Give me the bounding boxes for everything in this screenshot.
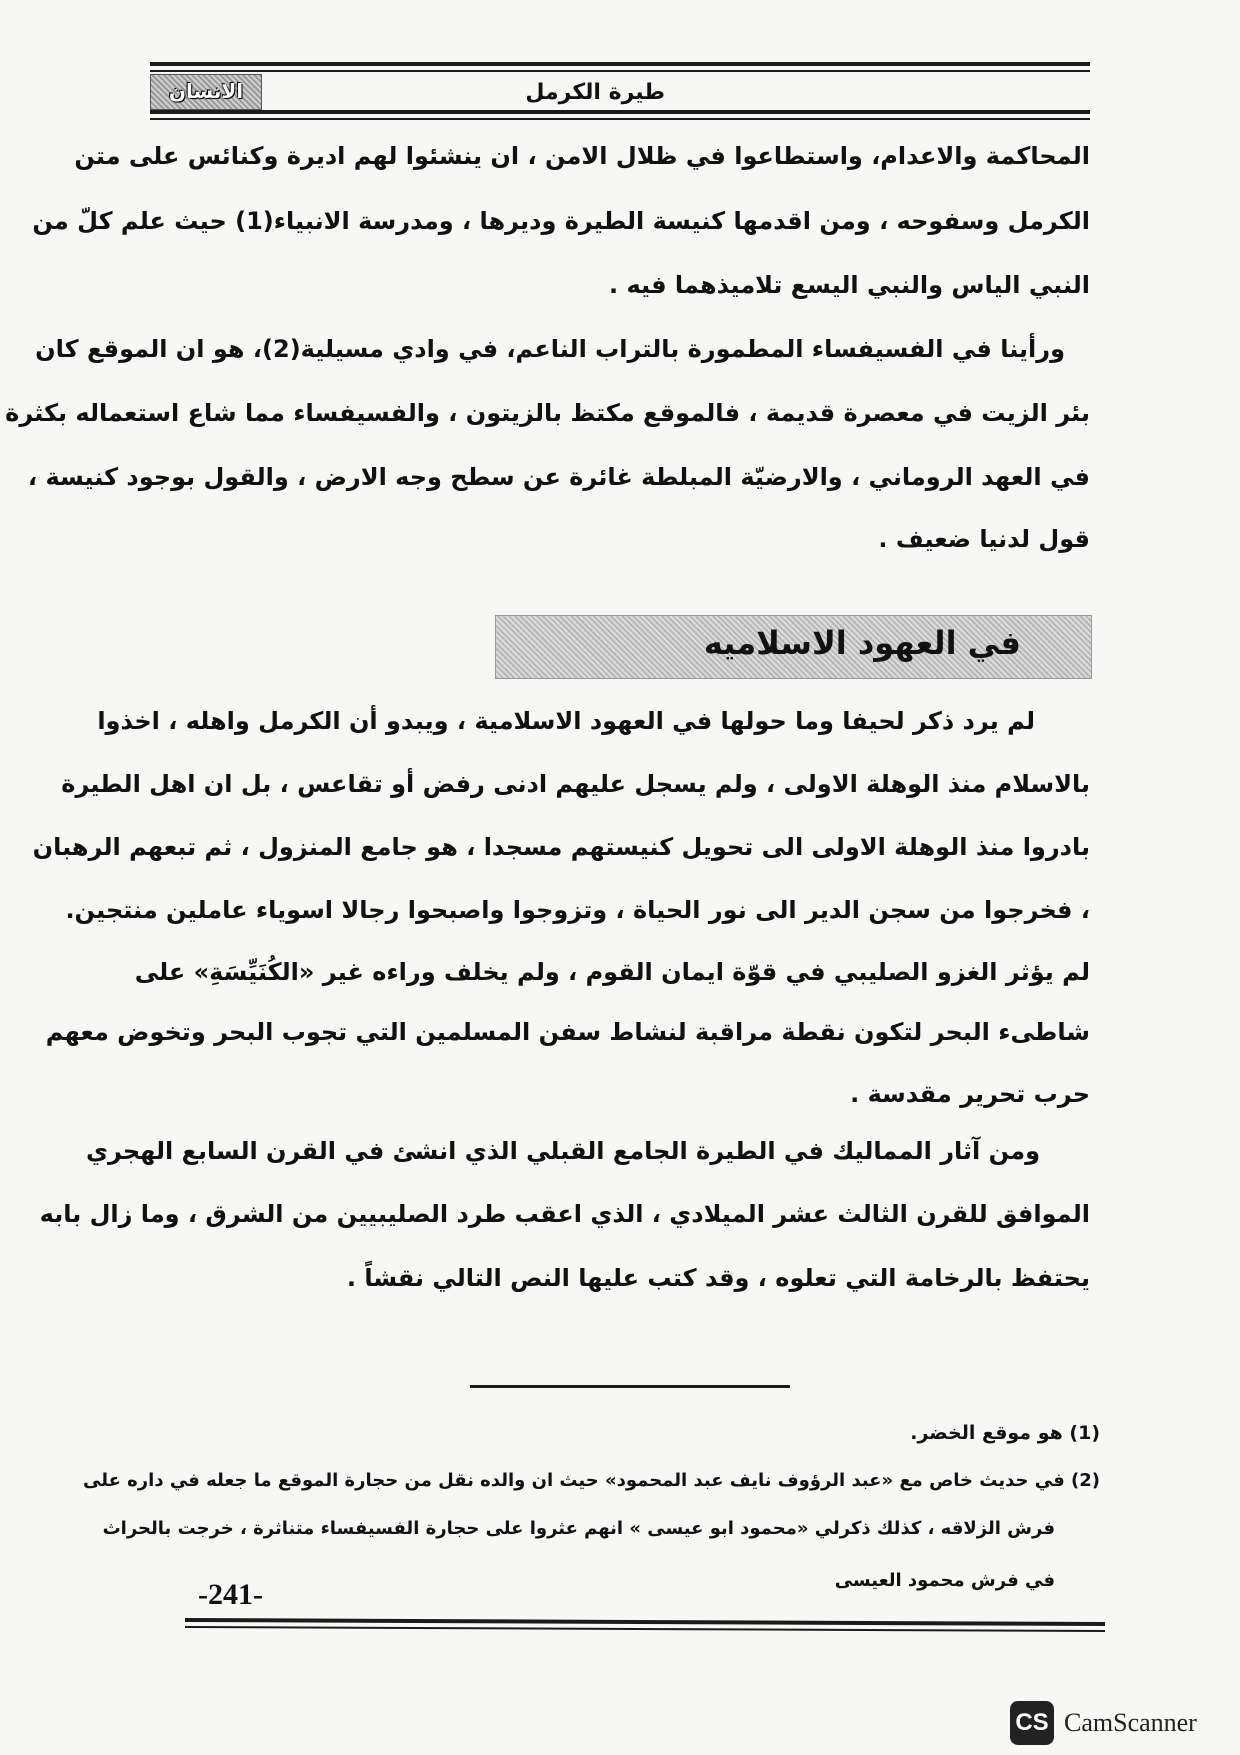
text-line: شاطىء البحر لتكون نقطة مراقبة لنشاط سفن المسلمين التي تجوب البحر وتخوض معهم — [45, 1018, 1090, 1046]
text-line: الكرمل وسفوحه ، ومن اقدمها كنيسة الطيرة وديرها ، ومدرسة الانبياء(1) حيث علم كلّ من — [32, 207, 1090, 235]
footnote-separator — [470, 1385, 790, 1388]
footnote: (2) في حديث خاص مع «عبد الرؤوف نايف عبد المحمود» حيث ان والده نقل من حجارة الموقع ما جعله في داره على — [83, 1470, 1100, 1491]
text-line: ورأينا في الفسيفساء المطمورة بالتراب الناعم، في وادي مسيلية(2)، هو ان الموقع كان — [35, 335, 1065, 363]
footer-rule — [185, 1618, 1105, 1626]
footer-rule — [185, 1626, 1105, 1632]
text-line: النبي الياس والنبي اليسع تلاميذهما فيه . — [609, 271, 1090, 299]
text-line: لم يرد ذكر لحيفا وما حولها في العهود الاسلامية ، ويبدو أن الكرمل واهله ، اخذوا — [97, 707, 1035, 735]
header-rule — [150, 118, 1090, 120]
text-line: ومن آثار المماليك في الطيرة الجامع القبلي الذي انشئ في القرن السابع الهجري — [85, 1137, 1040, 1165]
header-badge-label: الانسان — [168, 79, 244, 103]
footnote: في فرش محمود العيسى — [834, 1570, 1055, 1591]
footnote: (1) هو موقع الخضر. — [910, 1422, 1100, 1444]
text-line: بالاسلام منذ الوهلة الاولى ، ولم يسجل عليهم ادنى رفض أو تقاعس ، بل ان اهل الطيرة — [61, 770, 1090, 798]
text-line: يحتفظ بالرخامة التي تعلوه ، وقد كتب عليها النص التالي نقشاً . — [346, 1264, 1090, 1292]
text-line: ، فخرجوا من سجن الدير الى نور الحياة ، وتزوجوا واصبحوا رجالا اسوياء عاملين منتجين. — [65, 896, 1090, 924]
footnote: فرش الزلاقه ، كذلك ذكرلي «محمود ابو عيسى » انهم عثروا على حجارة الفسيفساء متناثرة ، خرجت بالحراث — [102, 1518, 1055, 1539]
text-line: حرب تحرير مقدسة . — [850, 1080, 1090, 1108]
text-line: بئر الزيت في معصرة قديمة ، فالموقع مكتظ بالزيتون ، والفسيفساء مما شاع استعماله بكثرة — [5, 399, 1090, 427]
page-number: -241- — [198, 1578, 263, 1611]
section-heading-box — [495, 615, 1092, 679]
section-heading: في العهود الاسلاميه — [703, 624, 1021, 662]
text-line: قول لدنيا ضعيف . — [878, 525, 1090, 553]
text-line: المحاكمة والاعدام، واستطاعوا في ظلال الامن ، ان ينشئوا لهم اديرة وكنائس على متن — [74, 142, 1090, 170]
text-line: الموافق للقرن الثالث عشر الميلادي ، الذي اعقب طرد الصليبيين من الشرق ، وما زال بابه — [39, 1200, 1090, 1228]
camscanner-logo-icon: CS — [1010, 1701, 1054, 1745]
text-line: في العهد الروماني ، والارضيّة المبلطة غائرة عن سطح وجه الارض ، والقول بوجود كنيسة ، — [28, 463, 1090, 491]
header-badge — [150, 74, 262, 110]
header-rule — [150, 110, 1090, 114]
running-header-title: طيرة الكرمل — [525, 80, 665, 105]
header-rule — [150, 62, 1090, 66]
camscanner-watermark: CamScanner — [1064, 1708, 1197, 1737]
header-rule — [150, 70, 1090, 72]
text-line: بادروا منذ الوهلة الاولى الى تحويل كنيستهم مسجدا ، هو جامع المنزول ، ثم تبعهم الرهبان — [32, 833, 1090, 861]
text-line: لم يؤثر الغزو الصليبي في قوّة ايمان القوم ، ولم يخلف وراءه غير «الكُنَيِّسَةِ» على — [134, 958, 1090, 986]
